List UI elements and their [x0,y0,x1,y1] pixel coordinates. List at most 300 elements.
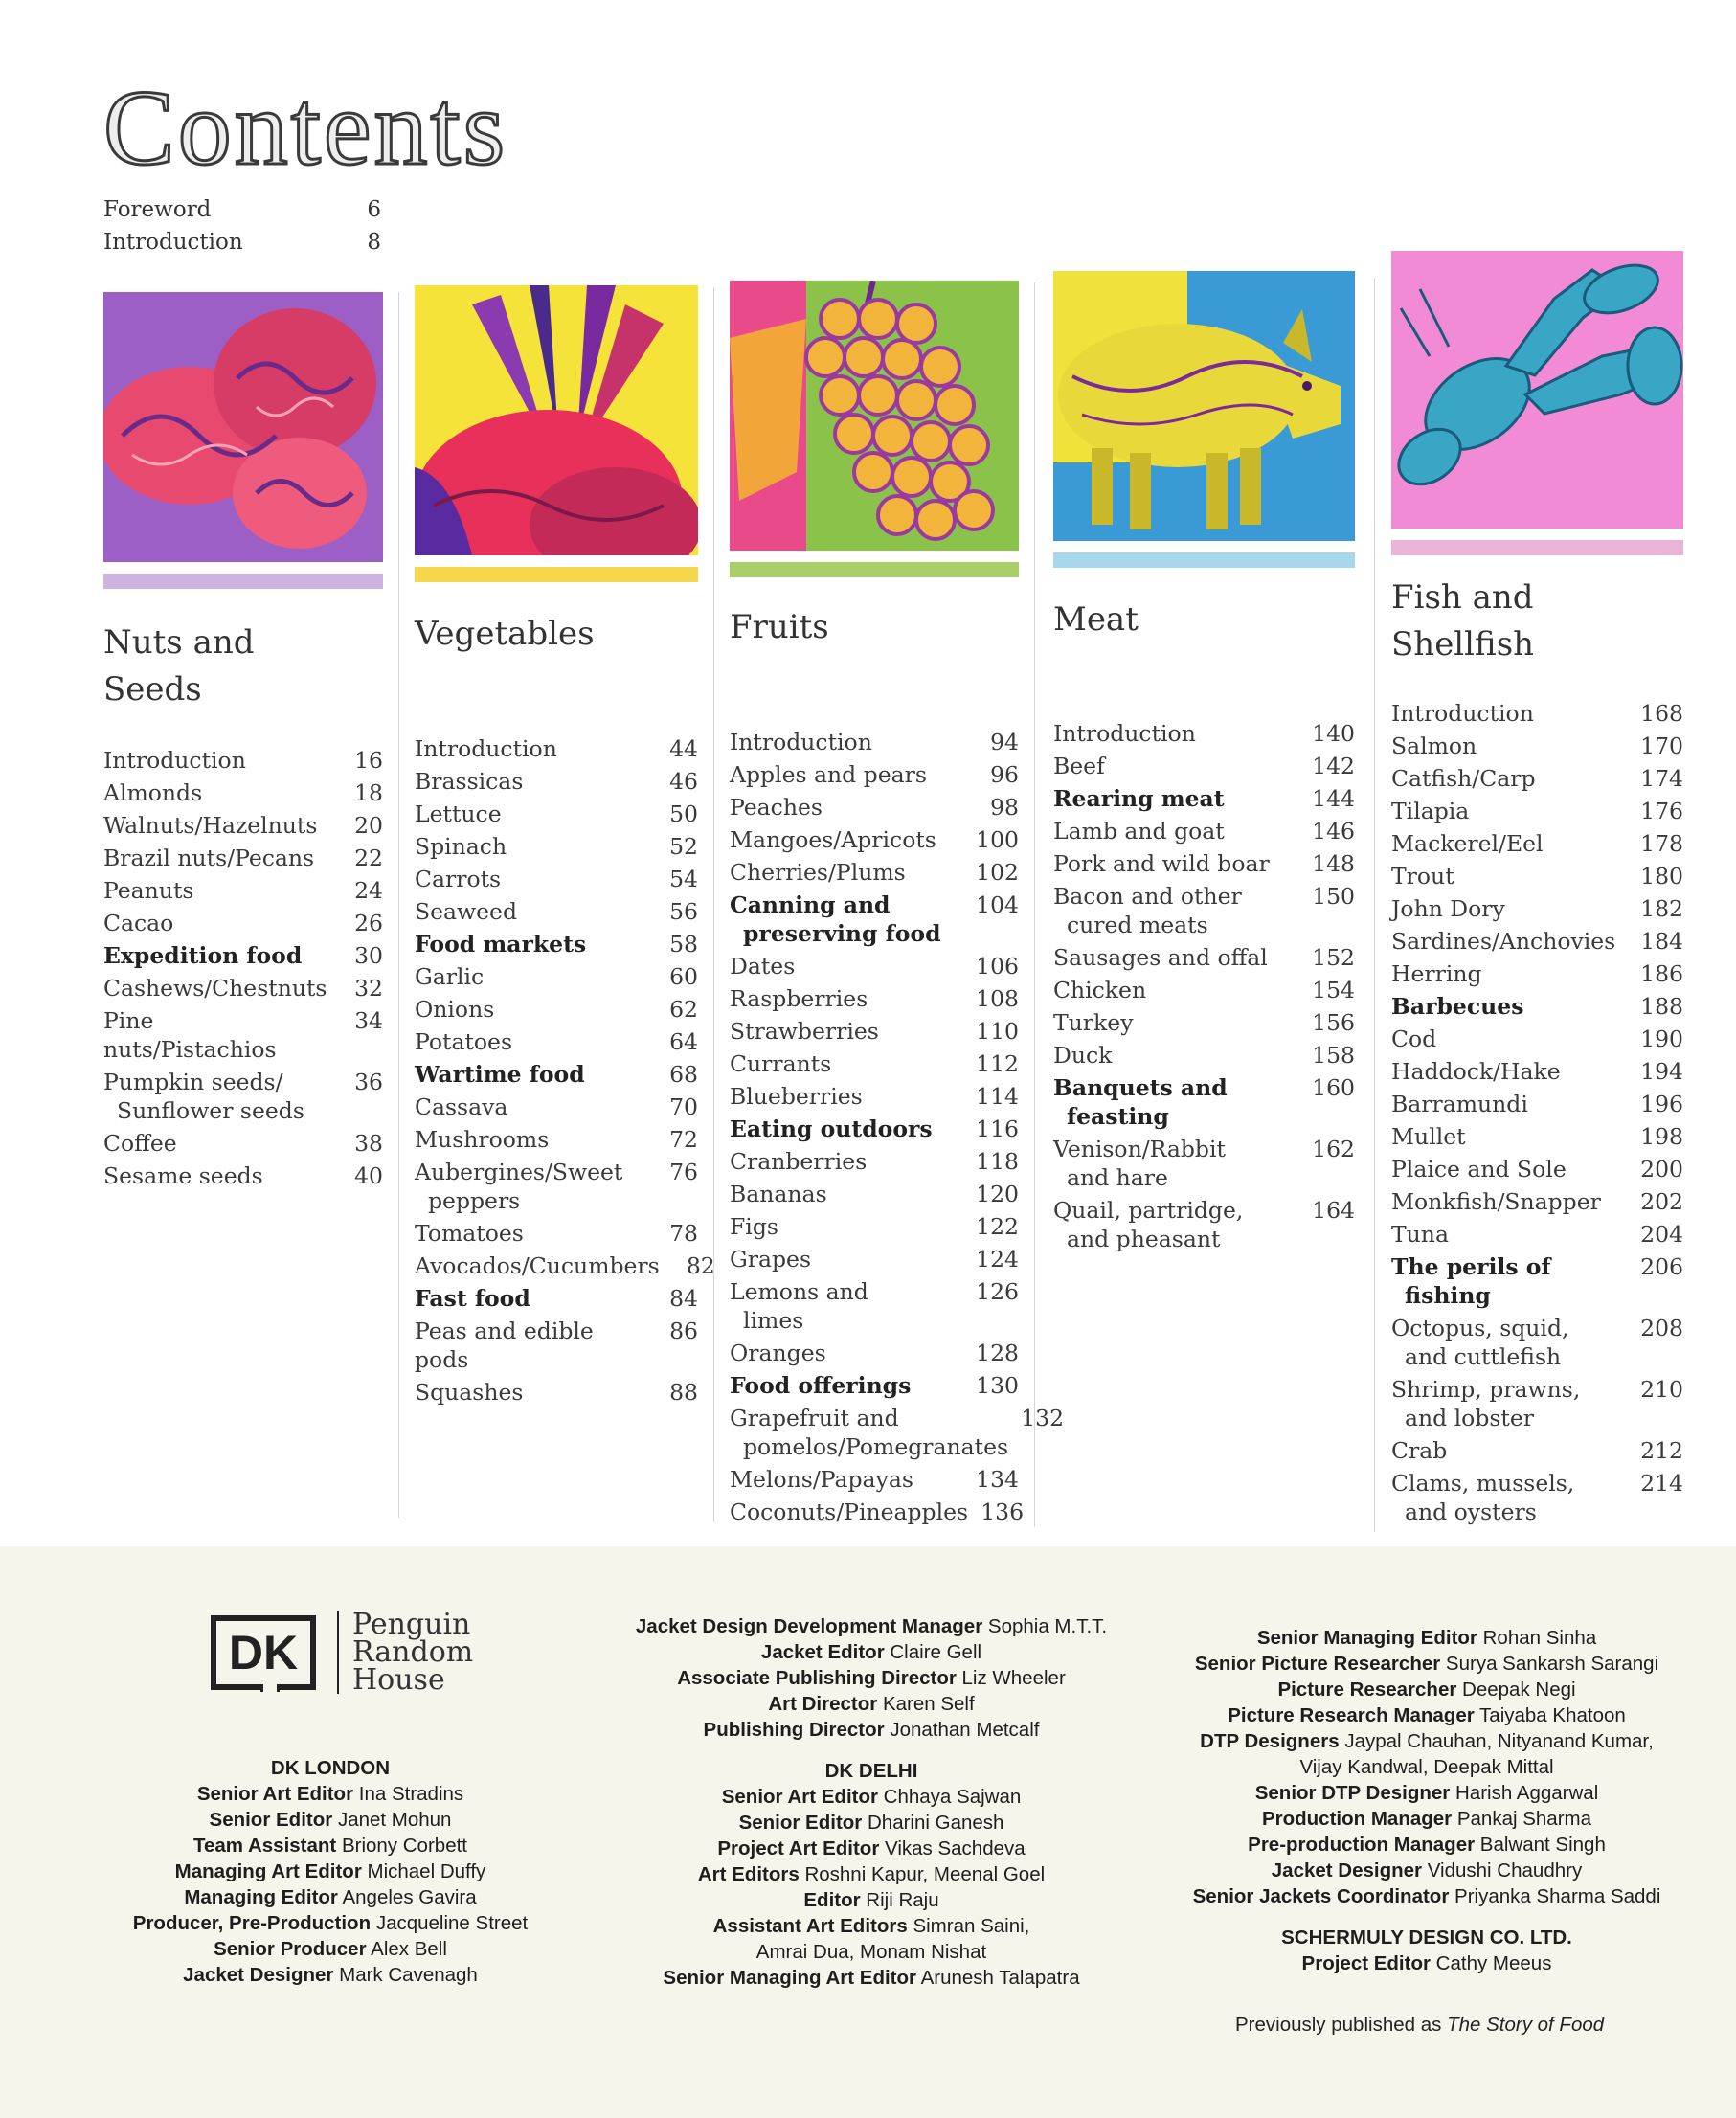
toc-entry-page: 184 [1640,928,1683,955]
toc-entry[interactable] [103,1129,383,1161]
toc-entry-page: 180 [1640,863,1683,890]
credit-role: Managing Editor [184,1886,338,1908]
toc-entry-title: Turkey [1053,1009,1134,1036]
toc-entry[interactable] [730,952,1019,984]
toc-entry[interactable] [1053,1041,1355,1073]
toc-entry[interactable] [415,1158,698,1219]
toc-entry-title: Mushrooms [415,1126,550,1153]
toc-entry[interactable] [103,844,383,876]
toc-entry[interactable] [1053,943,1355,976]
toc-entry-page: 132 [1021,1405,1065,1431]
publisher-logo [211,1608,474,1697]
toc-entry[interactable] [730,1017,1019,1049]
column-divider [1374,278,1375,1532]
credit-line [105,1936,555,1962]
toc-entry-page: 156 [1312,1009,1355,1036]
toc-entry[interactable] [415,832,698,865]
credit-name: Jaypal Chauhan, Nityanand Kumar, [1344,1730,1654,1752]
section-title[interactable]: Nuts and Seeds [103,623,255,709]
toc-entry-page: 116 [976,1115,1019,1142]
credit-line [594,1665,1149,1691]
toc-entry-page: 60 [669,963,698,990]
credit-role: Assistant Art Editors [712,1915,908,1937]
toc-entry-title: Shrimp, prawns, and lobster [1391,1376,1581,1431]
credit-line [1149,1832,1704,1858]
toc-entry[interactable] [1391,1375,1683,1436]
toc-entry[interactable] [730,1465,1019,1498]
credit-line [594,1836,1149,1861]
section-title[interactable]: Fruits [730,608,829,646]
toc-entry[interactable] [1391,732,1683,764]
toc-entry-title: Barramundi [1391,1091,1528,1117]
toc-entry-page: 112 [976,1050,1019,1077]
toc-entry-title: Mangoes/Apricots [730,826,936,853]
toc-entry-title: Chicken [1053,977,1147,1003]
toc-entry-page: 174 [1640,765,1683,792]
section-color-bar [415,567,698,582]
toc-entry[interactable] [1391,1025,1683,1057]
credit-role: Jacket Designer [1271,1859,1423,1881]
toc-entry[interactable] [1391,1122,1683,1155]
column-divider [398,292,399,1518]
credit-name: Roshni Kapur, Meenal Goel [804,1863,1046,1885]
credit-role: Senior Art Editor [196,1783,354,1805]
credit-name: Simran Saini, [913,1915,1030,1937]
toc-entry-title: Beef [1053,753,1105,779]
page-title: Contents [103,69,508,188]
toc-entry[interactable] [415,1378,698,1410]
toc-list [415,734,715,1410]
toc-entry[interactable] [730,1049,1019,1082]
toc-entry-page: 152 [1312,944,1355,971]
section-fruits [730,281,1065,1530]
credit-role: Senior Editor [738,1812,863,1834]
credit-name: Taiyaba Khatoon [1479,1704,1626,1726]
toc-entry-title: Bacon and other cured meats [1053,883,1242,938]
toc-entry[interactable] [730,984,1019,1017]
credit-line [105,1807,555,1833]
toc-entry[interactable] [415,1284,698,1317]
toc-entry-title: Aubergines/Sweet peppers [415,1159,623,1214]
credit-role: Senior Picture Researcher [1194,1653,1441,1675]
credit-line [594,1810,1149,1836]
toc-entry-title: Carrots [415,866,502,892]
toc-entry-page: 34 [354,1007,383,1034]
credits-right [1149,1625,1704,1976]
toc-entry-page: 142 [1312,753,1355,779]
toc-entry-title: Lemons and limes [730,1278,868,1334]
toc-entry[interactable] [1391,1469,1683,1530]
toc-entry[interactable] [730,1339,1019,1371]
toc-entry-page: 120 [976,1181,1019,1207]
toc-entry[interactable] [1391,699,1683,732]
toc-entry[interactable] [103,746,383,778]
toc-entry[interactable] [415,1027,698,1060]
toc-entry-page: 82 [686,1252,715,1279]
toc-entry[interactable] [1053,719,1355,752]
toc-entry[interactable] [1391,764,1683,797]
toc-entry-title: Sausages and offal [1053,944,1268,971]
toc-entry[interactable] [1391,1155,1683,1187]
toc-entry-page: 94 [990,729,1019,755]
toc-entry-page: 154 [1312,977,1355,1003]
toc-entry-page: 56 [669,898,698,925]
credit-line [594,1939,1149,1965]
front-matter-label: Foreword [103,197,212,222]
credit-role: Team Assistant [193,1835,337,1857]
toc-entry[interactable] [730,1498,1025,1530]
credit-line [594,1717,1149,1743]
toc-entry[interactable] [1053,1196,1355,1257]
toc-entry-page: 86 [669,1318,698,1344]
credit-name: Balwant Singh [1479,1834,1606,1856]
pig-illustration-icon [1053,271,1355,541]
toc-entry[interactable] [730,858,1019,890]
toc-entry-title: Onions [415,996,495,1023]
toc-entry[interactable] [415,1125,698,1158]
toc-entry-page: 196 [1640,1091,1683,1117]
toc-entry-page: 88 [669,1379,698,1406]
toc-entry[interactable] [103,1161,383,1194]
toc-entry-page: 134 [976,1466,1019,1493]
credit-line [1149,1780,1704,1806]
grapes-illustration-icon [730,281,1019,551]
credit-name: Briony Corbett [341,1835,467,1857]
toc-entry-page: 136 [981,1498,1025,1525]
toc-entry[interactable] [103,909,383,941]
toc-entry-title: Tomatoes [415,1220,524,1247]
toc-entry-page: 100 [976,826,1019,853]
toc-entry[interactable] [1053,1135,1355,1196]
toc-entry-title: Plaice and Sole [1391,1156,1567,1183]
toc-entry-title: Apples and pears [730,761,927,788]
section-vegetables [415,285,715,1410]
credit-line [1149,1806,1704,1832]
toc-list [730,728,1065,1530]
credit-line [594,1691,1149,1717]
toc-entry[interactable] [1391,959,1683,992]
toc-entry[interactable] [1391,1057,1683,1090]
credit-name: Rohan Sinha [1482,1627,1597,1649]
toc-entry[interactable] [730,1082,1019,1115]
toc-entry-title: Strawberries [730,1018,879,1045]
toc-entry-page: 72 [669,1126,698,1153]
credit-role: Managing Art Editor [174,1860,362,1882]
toc-entry-page: 170 [1640,732,1683,759]
toc-entry[interactable] [415,897,698,930]
toc-entry[interactable] [103,1068,383,1129]
front-matter-item[interactable] [103,197,381,230]
toc-entry[interactable] [730,825,1019,858]
toc-entry-page: 38 [354,1130,383,1157]
toc-entry-title: Seaweed [415,898,517,925]
section-title[interactable]: Fish and Shellfish [1391,578,1535,664]
toc-entry-title: Crab [1391,1437,1448,1464]
toc-entry[interactable] [730,793,1019,825]
credit-heading: DK LONDON [270,1757,391,1779]
toc-entry-title: Peaches [730,794,823,821]
toc-entry[interactable] [415,800,698,832]
toc-entry-page: 36 [354,1069,383,1095]
toc-entry-page: 176 [1640,798,1683,824]
toc-entry-title: Cashews/Chestnuts [103,975,327,1002]
toc-entry[interactable] [103,876,383,909]
toc-entry-page: 20 [354,812,383,839]
toc-entry-title: Duck [1053,1042,1113,1069]
toc-entry[interactable] [730,1115,1019,1147]
toc-entry[interactable] [415,1060,698,1093]
toc-entry[interactable] [1391,992,1683,1025]
toc-entry[interactable] [1053,882,1355,943]
toc-entry-title: Bananas [730,1181,827,1207]
toc-entry[interactable] [730,1371,1019,1404]
section-title[interactable]: Vegetables [415,615,595,653]
toc-entry-title: Introduction [1053,720,1196,747]
toc-entry-title: Trout [1391,863,1454,890]
toc-entry[interactable] [1053,849,1355,882]
credit-name: Dharini Ganesh [867,1812,1004,1834]
credit-name: Angeles Gavira [342,1886,477,1908]
imprint-name: Penguin Random House [352,1608,474,1697]
credit-line [105,1910,555,1936]
crayfish-illustration-icon [1391,251,1683,529]
toc-entry[interactable] [730,1245,1019,1277]
toc-entry[interactable] [1053,817,1355,849]
toc-entry[interactable] [415,865,698,897]
column-divider [1034,282,1035,1527]
credit-name: Cathy Meeus [1435,1952,1552,1974]
credit-line [594,1913,1149,1939]
toc-entry-title: Cod [1391,1025,1437,1052]
credit-role: Project Art Editor [717,1837,880,1859]
credit-line [594,1887,1149,1913]
toc-entry[interactable] [1053,1008,1355,1041]
toc-entry[interactable] [415,767,698,800]
toc-entry-title: Blueberries [730,1083,863,1110]
toc-entry-title: Venison/Rabbit and hare [1053,1136,1226,1191]
toc-entry[interactable] [1391,1220,1683,1252]
toc-entry[interactable] [1391,1314,1683,1375]
toc-entry-title: Avocados/Cucumbers [415,1252,660,1279]
toc-entry-page: 50 [669,800,698,827]
credit-role: Picture Researcher [1277,1679,1457,1701]
credit-role: Producer, Pre-Production [132,1912,372,1934]
toc-entry-page: 164 [1312,1197,1355,1224]
toc-entry-page: 54 [669,866,698,892]
toc-entry[interactable] [730,1277,1019,1339]
credit-line [1149,1883,1704,1909]
toc-entry[interactable] [1391,797,1683,829]
toc-entry[interactable] [415,1317,698,1378]
toc-entry-page: 114 [976,1083,1019,1110]
toc-entry-title: Brassicas [415,768,524,795]
toc-entry-title: Introduction [103,747,246,774]
section-fish-and-shellfish [1391,251,1683,1530]
toc-entry-title: Dates [730,953,796,980]
toc-entry-title: Catfish/Carp [1391,765,1536,792]
credit-line [594,1639,1149,1665]
credit-line [1149,1858,1704,1883]
toc-entry[interactable] [415,1093,698,1125]
toc-entry[interactable] [103,811,383,844]
toc-list [1391,699,1683,1530]
credit-name: Amrai Dua, Monam Nishat [755,1941,987,1963]
toc-entry-page: 204 [1640,1221,1683,1248]
toc-entry-page: 162 [1312,1136,1355,1162]
toc-entry[interactable] [415,734,698,767]
toc-entry-page: 44 [669,735,698,762]
toc-entry-page: 206 [1640,1253,1683,1280]
toc-entry[interactable] [1391,829,1683,862]
toc-entry-title: Octopus, squid, and cuttlefish [1391,1315,1569,1370]
toc-entry-page: 98 [990,794,1019,821]
toc-entry-title: Squashes [415,1379,524,1406]
toc-entry-page: 188 [1640,993,1683,1020]
toc-entry-page: 144 [1312,785,1355,812]
toc-entry-title: Herring [1391,960,1482,987]
toc-entry-title: Oranges [730,1340,826,1366]
toc-entry-page: 130 [976,1372,1019,1399]
toc-entry[interactable] [1391,862,1683,894]
toc-entry-title: Grapes [730,1246,812,1273]
toc-entry[interactable] [730,890,1019,952]
toc-entry-page: 198 [1640,1123,1683,1150]
toc-entry[interactable] [415,1219,698,1251]
toc-entry-page: 16 [354,747,383,774]
front-matter-page: 6 [367,197,381,222]
toc-entry-title: Cranberries [730,1148,868,1175]
toc-entry[interactable] [1053,1073,1355,1135]
toc-entry[interactable] [103,974,383,1006]
toc-entry-page: 26 [354,910,383,936]
toc-entry-title: Coconuts/Pineapples [730,1498,969,1525]
toc-entry-title: Haddock/Hake [1391,1058,1561,1085]
credit-name: Claire Gell [890,1641,982,1663]
toc-entry-title: Canning and preserving food [730,891,941,947]
toc-entry[interactable] [1391,927,1683,959]
credit-name: Michael Duffy [367,1860,486,1882]
toc-entry-title: Eating outdoors [730,1115,933,1142]
toc-entry-page: 18 [354,779,383,806]
credit-role: Jacket Designer [183,1964,334,1986]
toc-entry[interactable] [1053,784,1355,817]
toc-entry-title: Walnuts/Hazelnuts [103,812,318,839]
toc-entry[interactable] [415,1251,715,1284]
toc-entry[interactable] [415,930,698,962]
toc-entry[interactable] [103,778,383,811]
toc-entry[interactable] [730,1147,1019,1180]
toc-entry-title: John Dory [1391,895,1505,922]
toc-entry-page: 32 [354,975,383,1002]
toc-entry[interactable] [730,1180,1019,1212]
dk-logo-icon: DK [211,1615,316,1690]
toc-entry-title: Tilapia [1391,798,1470,824]
credit-name: Riji Raju [866,1889,939,1911]
toc-entry[interactable] [103,1006,383,1068]
toc-entry[interactable] [1391,1187,1683,1220]
credit-name: Pankaj Sharma [1456,1808,1592,1830]
credit-name: Harish Aggarwal [1454,1782,1599,1804]
toc-entry-page: 64 [669,1028,698,1055]
credit-name: Priyanka Sharma Saddi [1454,1885,1661,1907]
toc-entry[interactable] [1391,1252,1683,1314]
credit-name: Deepak Negi [1462,1679,1576,1701]
toc-entry[interactable] [1391,1436,1683,1469]
toc-entry-page: 212 [1640,1437,1683,1464]
toc-entry[interactable] [730,1404,1065,1465]
toc-entry-title: Almonds [103,779,203,806]
toc-entry-page: 24 [354,877,383,904]
toc-entry[interactable] [730,760,1019,793]
credit-role: Senior Jackets Coordinator [1192,1885,1450,1907]
toc-entry-title: Grapefruit and pomelos/Pomegranates [730,1405,1009,1460]
toc-entry[interactable] [1391,894,1683,927]
toc-entry[interactable] [1053,752,1355,784]
walnut-illustration-icon [103,292,383,562]
toc-entry-title: Expedition food [103,942,303,969]
toc-entry-title: Currants [730,1050,832,1077]
toc-entry-title: Cherries/Plums [730,859,906,886]
credit-name: Alex Bell [371,1938,447,1960]
toc-entry-page: 118 [976,1148,1019,1175]
toc-entry-title: Raspberries [730,985,868,1012]
toc-entry-title: The perils of fishing [1391,1253,1551,1309]
front-matter-page: 8 [367,230,381,255]
toc-entry-title: Potatoes [415,1028,513,1055]
credit-role: Editor [803,1889,861,1911]
toc-entry-page: 194 [1640,1058,1683,1085]
toc-entry-page: 146 [1312,818,1355,845]
credit-role: Project Editor [1301,1952,1431,1974]
toc-entry-title: Peanuts [103,877,194,904]
front-matter-label: Introduction [103,230,243,255]
toc-entry-page: 214 [1640,1470,1683,1497]
toc-entry-page: 178 [1640,830,1683,857]
toc-entry-page: 200 [1640,1156,1683,1183]
toc-entry[interactable] [103,941,383,974]
toc-entry-title: Clams, mussels, and oysters [1391,1470,1575,1525]
credit-name: Sophia M.T.T. [987,1615,1108,1637]
section-title[interactable]: Meat [1053,600,1139,639]
toc-entry[interactable] [730,728,1019,760]
toc-entry[interactable] [1053,976,1355,1008]
section-color-bar [1053,552,1355,568]
previously-published-note: Previously published as The Story of Food [1235,2014,1605,2036]
toc-entry-title: Pork and wild boar [1053,850,1270,877]
toc-entry-page: 208 [1640,1315,1683,1341]
front-matter-item[interactable] [103,230,381,262]
toc-entry-page: 102 [976,859,1019,886]
section-color-bar [730,562,1019,577]
toc-list [1053,719,1355,1257]
toc-entry-page: 168 [1640,700,1683,727]
toc-entry[interactable] [415,962,698,995]
toc-entry-title: Melons/Papayas [730,1466,913,1493]
credit-name: Chhaya Sajwan [883,1786,1022,1808]
toc-entry-title: Tuna [1391,1221,1449,1248]
credit-heading: SCHERMULY DESIGN CO. LTD. [1281,1926,1572,1949]
credit-role: Art Director [768,1693,878,1715]
credit-line [1149,1677,1704,1702]
toc-entry[interactable] [1391,1090,1683,1122]
toc-entry-title: Food offerings [730,1372,912,1399]
toc-entry[interactable] [415,995,698,1027]
toc-entry-title: Coffee [103,1130,177,1157]
toc-entry[interactable] [730,1212,1019,1245]
toc-entry-page: 122 [976,1213,1019,1240]
logo-divider [337,1611,339,1694]
credit-role: Associate Publishing Director [677,1667,957,1689]
